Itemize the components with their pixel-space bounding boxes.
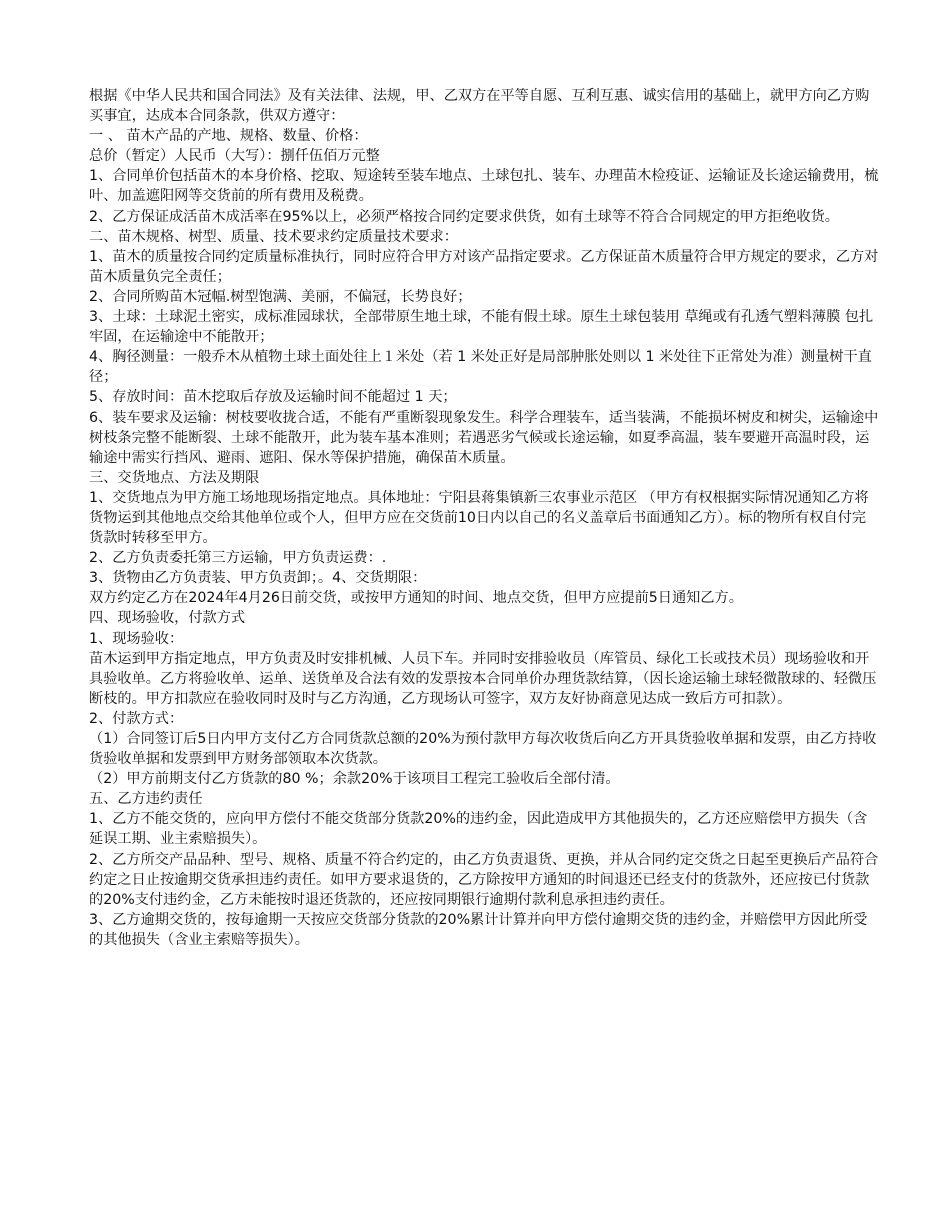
clause-5-2: 2、乙方所交产品品种、型号、规格、质量不符合约定的，由乙方负责退货、更换，并从合同约定交货之日起至更换后产品符合约定之日止按逾期交货承担违约责任。如甲方要求退货的，乙方除按甲方通知的时间退还已经支付的货款外，还应按已付货款的20%支付违约金，乙方未能按时退还货款的，还应按同期银行逾期付款利息承担违约责任。: [89, 851, 879, 908]
contract-document: [89, 86, 879, 950]
section-3-heading: 三、交货地点、方法及期限: [89, 469, 260, 486]
payment-item-2: （2）甲方前期支付乙方货款的80 %；余款20%于该项目工程完工验收后全部付清。: [89, 771, 620, 788]
clause-3-2: 2、乙方负责委托第三方运输，甲方负责运费：.: [89, 550, 387, 567]
total-price-line: 总价（暂定）人民币（大写）：捌仟伍佰万元整: [89, 148, 380, 165]
clause-4-2-title: 2、付款方式：: [89, 710, 184, 727]
clause-4-1-title: 1、现场验收：: [89, 630, 184, 647]
clause-5-1: 1、乙方不能交货的，应向甲方偿付不能交货部分货款20%的违约金，因此造成甲方其他损失的，乙方还应赔偿甲方损失（含延误工期、业主索赔损失）。: [89, 811, 868, 848]
clause-2-5: 5、存放时间：苗木挖取后存放及运输时间不能超过 1 天；: [89, 389, 457, 406]
clause-1-1: 1、合同单价包括苗木的本身价格、挖取、短途转至装车地点、土球包扎、装车、办理苗木检疫证、运输证及长途运输费用，梳叶、加盖遮阳网等交货前的所有费用及税费。: [89, 168, 879, 205]
clause-1-2: 2、乙方保证成活苗木成活率在95%以上，必须严格按合同约定要求供货，如有土球等不符合合同规定的甲方拒绝收货。: [89, 208, 839, 225]
delivery-deadline: 双方约定乙方在2024年4月26日前交货，或按甲方通知的时间、地点交货，但甲方应提前5日通知乙方。: [89, 590, 743, 607]
clause-2-3: 3、土球：土球泥土密实，成标准园球状，全部带原生地土球，不能有假土球。原生土球包装用 草绳或有孔透气塑料薄膜 包扎牢固，在运输途中不能散开；: [89, 309, 874, 346]
clause-5-3: 3、乙方逾期交货的，按每逾期一天按应交货部分货款的20%累计计算并向甲方偿付逾期交货的违约金，并赔偿甲方因此所受的其他损失（含业主索赔等损失）。: [89, 911, 868, 948]
payment-item-1: （1）合同签订后5日内甲方支付乙方合同货款总额的20%为预付款甲方每次收货后向乙方开具货验收单据和发票，由乙方持收货验收单据和发票到甲方财务部领取本次货款。: [89, 731, 877, 768]
clause-3-3: 3、货物由乙方负责装、甲方负责卸；。4、交货期限：: [89, 570, 427, 587]
preamble-paragraph: 根据《中华人民共和国合同法》及有关法律、法规，甲、乙双方在平等自愿、互利互惠、诚实信用的基础上，就甲方向乙方购买事宜，达成本合同条款，供双方遵守：: [89, 88, 870, 125]
section-1-heading: 一 、 苗木产品的产地、规格、数量、价格：: [89, 128, 368, 145]
clause-3-1: 1、交货地点为甲方施工场地现场指定地点。具体地址：宁阳县蒋集镇新三农事业示范区 （甲方有权根据实际情况通知乙方将货物运到其他地点交给其他单位或个人，但甲方应在交货前10日内以自己的名义盖章后书面通知乙方）。标的物所有权自付完货款时转移至甲方。: [89, 489, 869, 547]
section-5-heading: 五、乙方违约责任: [89, 791, 203, 808]
clause-4-1-body: 苗木运到甲方指定地点，甲方负责及时安排机械、人员下车。并同时安排验收员（库管员、绿化工长或技术员）现场验收和开具验收单。乙方将验收单、运单、送货单及合法有效的发票按本合同单价办理货款结算，（因长途运输土球轻微散球的、轻微压断枝的。甲方扣款应在验收同时及时与乙方沟通，乙方现场认可签字，双方友好协商意见达成一致后方可扣款）。: [89, 650, 877, 707]
section-4-heading: 四、现场验收，付款方式: [89, 610, 246, 627]
clause-2-2: 2、合同所购苗木冠幅.树型饱满、美丽，不偏冠，长势良好；: [89, 288, 472, 305]
clause-2-6: 6、装车要求及运输：树枝要收拢合适，不能有严重断裂现象发生。科学合理装车，适当装满，不能损坏树皮和树尖，运输途中树枝条完整不能断裂、土球不能散开，此为装车基本准则；若遇恶劣气候或长途运输，如夏季高温，装车要避开高温时段，运输途中需实行挡风、避雨、遮阳、保水等保护措施，确保苗木质量。: [89, 409, 879, 466]
clause-2-4: 4、胸径测量：一般乔木从植物土球土面处往上１米处（若 1 米处正好是局部肿胀处则以 1 米处往下正常处为准）测量树干直径；: [89, 349, 872, 386]
section-2-heading: 二、苗木规格、树型、质量、技术要求约定质量技术要求：: [89, 228, 458, 245]
clause-2-1: 1、苗木的质量按合同约定质量标准执行，同时应符合甲方对该产品指定要求。乙方保证苗木质量符合甲方规定的要求，乙方对苗木质量负完全责任；: [89, 248, 879, 285]
